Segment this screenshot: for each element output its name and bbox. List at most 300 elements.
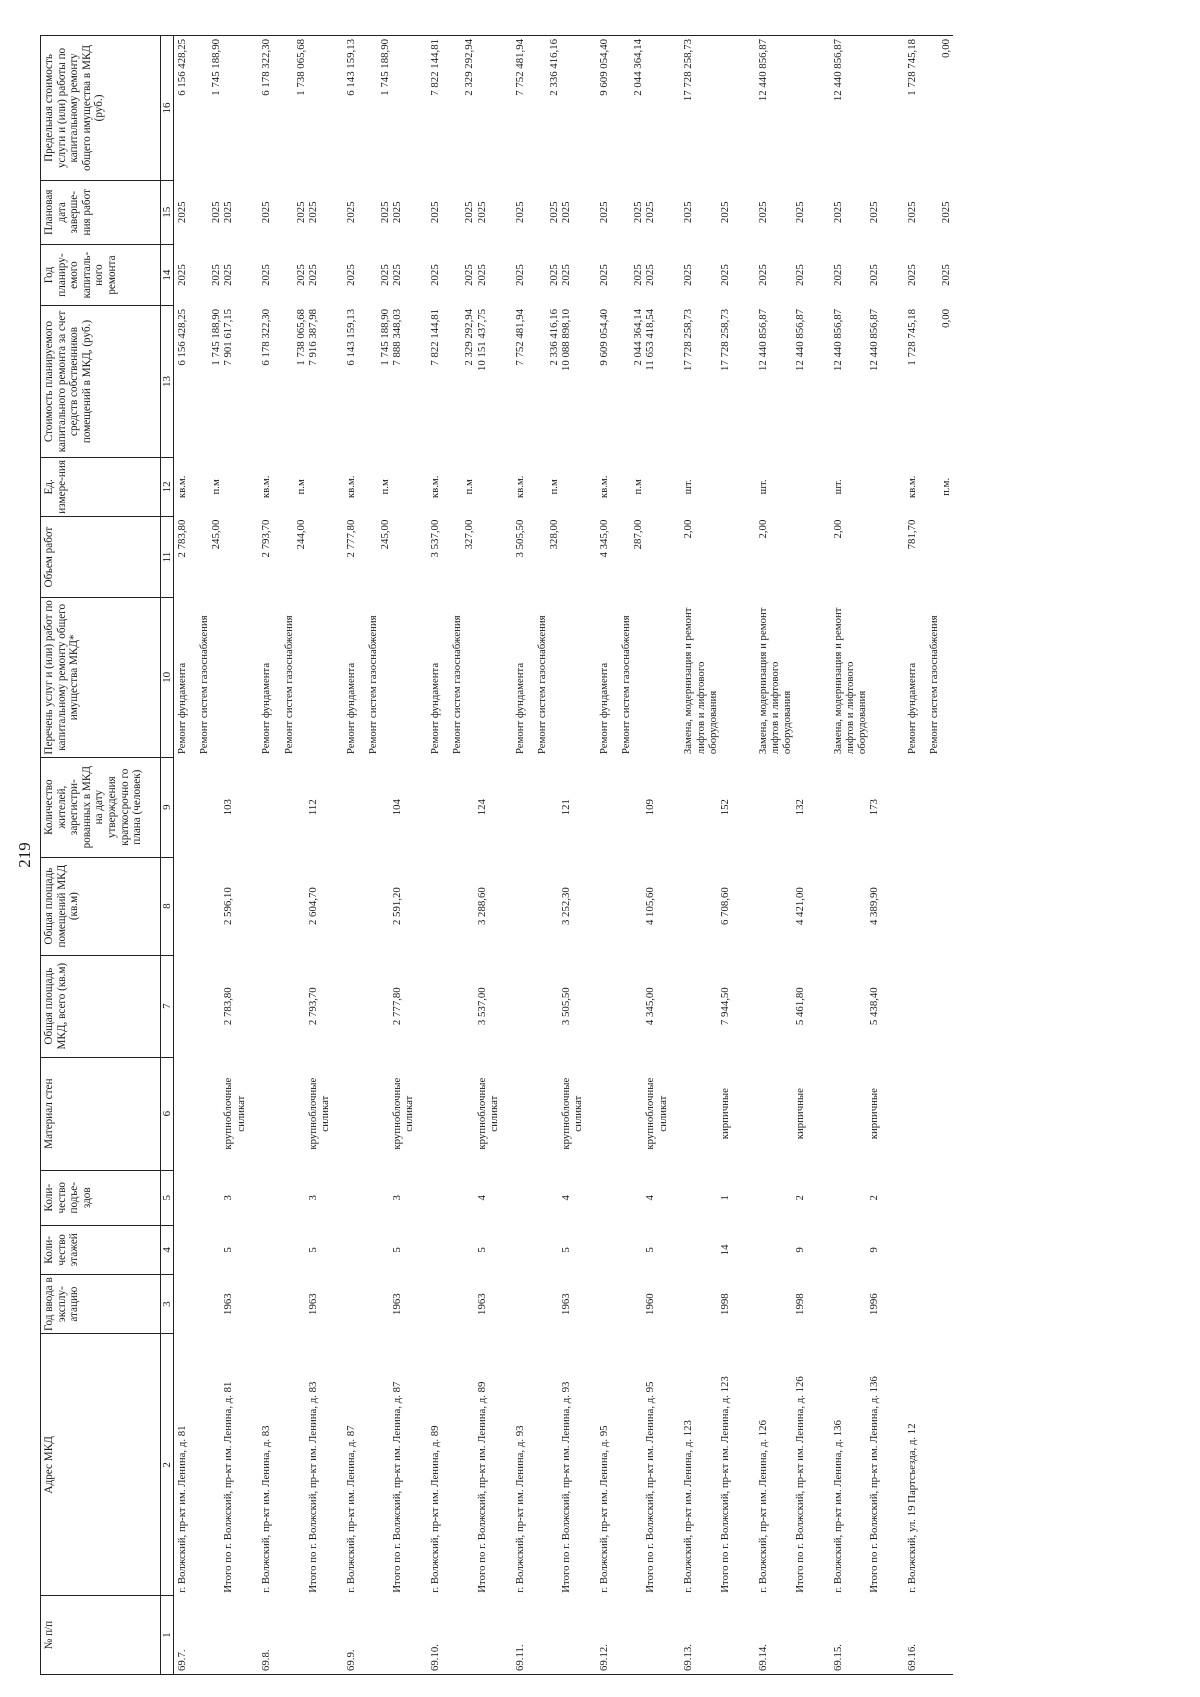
wall-material-cell: кирпичные	[793, 1088, 806, 1140]
completion-date-value: 2025	[940, 201, 953, 224]
cost-value: 9 609 054,40	[598, 308, 611, 366]
total-area-cell: 3 537,00	[475, 987, 488, 1026]
column-number: 4	[161, 1225, 174, 1274]
document-page	[15, 35, 1160, 1675]
cost-value: 12 440 856,87	[868, 308, 881, 372]
cost-value: 6 143 159,13	[344, 308, 357, 366]
page-number: 219	[15, 842, 34, 868]
premises-area-cell: 4 105,60	[644, 887, 657, 926]
residents-cell	[680, 757, 719, 857]
repair-year-cell	[719, 244, 755, 306]
premises-area-cell	[904, 857, 952, 955]
total-row	[868, 36, 904, 1675]
limit-cost-value: 12 440 856,87	[757, 39, 770, 102]
address-cell: Итого по г. Волжский, пр-кт им. Ленина, д. 83	[306, 1381, 319, 1593]
cost-cell	[830, 306, 869, 457]
repair-year-cell	[904, 244, 952, 306]
row-number-cell	[719, 1596, 755, 1675]
entrances-cell	[755, 1170, 794, 1225]
volume-value: 245,00	[379, 519, 392, 550]
unit-cell	[343, 457, 391, 517]
completion-date-value: 2025	[513, 201, 526, 224]
limit-cost-value: 2 329 292,94	[463, 39, 476, 96]
address-cell: г. Волжский, ул. 19 Партсъезда, д. 12	[906, 1423, 919, 1593]
address-cell: г. Волжский, пр-кт им. Ленина, д. 95	[598, 1425, 611, 1593]
unit-value: шт.	[682, 479, 695, 495]
total-area-cell	[258, 955, 306, 1057]
repair-year-value: 2025	[222, 264, 235, 286]
cost-cell	[680, 306, 719, 457]
completion-date-value: 2025	[598, 201, 611, 224]
limit-cost-value: 7 822 144,81	[429, 39, 442, 96]
premises-area-cell: 2 604,70	[306, 887, 319, 926]
limit-cost-cell	[476, 36, 512, 181]
volume-value: 2 793,70	[260, 519, 273, 558]
repair-year-value: 2025	[475, 264, 488, 286]
works-value: Замена, модернизация и ремонт лифтов и лифтового оборудования	[831, 607, 869, 755]
header-cell: Адрес МКД	[41, 1334, 161, 1596]
column-number: 10	[161, 598, 174, 758]
works-value: Ремонт фундамента	[344, 662, 357, 755]
works-value: Ремонт систем газоснабжения	[198, 615, 211, 755]
completion-date-value: 2025	[560, 201, 573, 224]
column-number: 11	[161, 517, 174, 598]
entrances-cell	[830, 1170, 869, 1225]
unit-value: п.м	[547, 479, 560, 495]
residents-cell	[512, 757, 560, 857]
works-value: Ремонт систем газоснабжения	[928, 615, 941, 755]
repair-year-value: 2025	[429, 264, 442, 286]
completion-date-cell	[427, 180, 475, 244]
year-built-cell	[755, 1274, 794, 1334]
table-row	[596, 36, 644, 1675]
works-value: Ремонт систем газоснабжения	[451, 615, 464, 755]
unit-value: кв.м.	[344, 475, 357, 499]
row-number-cell	[307, 1596, 343, 1675]
cost-cell	[174, 306, 223, 457]
wall-material-cell	[427, 1057, 475, 1170]
unit-cell	[512, 457, 560, 517]
residents-cell: 104	[391, 799, 404, 816]
works-value: Замена, модернизация и ремонт лифтов и лифтового оборудования	[682, 607, 719, 755]
repair-year-cell	[830, 244, 869, 306]
residents-cell: 121	[560, 799, 573, 816]
table-row	[512, 36, 560, 1675]
volume-cell	[427, 517, 475, 598]
year-built-cell	[596, 1274, 644, 1334]
total-area-cell	[512, 955, 560, 1057]
year-built-cell: 1998	[719, 1293, 732, 1315]
cost-cell	[794, 306, 830, 457]
works-cell	[830, 598, 869, 758]
cost-cell	[258, 306, 306, 457]
floors-cell	[830, 1225, 869, 1274]
header-cell: Предельная стоимость услуги и (или) работы по капитальному ремонту общего имущества в МКД (руб.)	[41, 36, 161, 181]
year-built-cell	[830, 1274, 869, 1334]
repair-year-cell	[476, 244, 512, 306]
entrances-cell: 4	[560, 1195, 573, 1201]
table-row	[680, 36, 719, 1675]
repair-year-value: 2025	[682, 264, 695, 286]
limit-cost-cell	[222, 36, 258, 181]
cost-cell	[719, 306, 755, 457]
cost-cell	[476, 306, 512, 457]
limit-cost-cell	[755, 36, 794, 181]
cost-cell	[560, 306, 596, 457]
completion-date-cell	[174, 180, 223, 244]
volume-cell	[391, 517, 427, 598]
completion-date-cell	[258, 180, 306, 244]
cost-value: 7 916 387,98	[306, 308, 319, 366]
wall-material-cell: крупноблочные силикат	[222, 1077, 247, 1150]
premises-area-cell: 3 288,60	[475, 887, 488, 926]
premises-area-cell	[512, 857, 560, 955]
row-number-cell: 69.16.	[904, 1596, 952, 1675]
volume-value: 3 505,50	[513, 519, 526, 558]
total-area-cell	[680, 955, 719, 1057]
address-cell: Итого по г. Волжский, пр-кт им. Ленина, д. 87	[391, 1381, 404, 1593]
repair-year-value: 2025	[831, 264, 844, 286]
residents-cell: 103	[222, 799, 235, 816]
works-cell	[719, 598, 755, 758]
completion-date-cell	[222, 180, 258, 244]
volume-cell	[596, 517, 644, 598]
repair-year-value: 2025	[644, 264, 657, 286]
premises-area-cell	[174, 857, 223, 955]
total-area-cell	[343, 955, 391, 1057]
address-cell: г. Волжский, пр-кт им. Ленина, д. 93	[513, 1425, 526, 1593]
limit-cost-cell	[719, 36, 755, 181]
unit-cell	[391, 457, 427, 517]
header-cell: Стоимость планируемого капитального ремонта за счет средств собственников помещений в МКД, (руб.)	[41, 306, 161, 457]
limit-cost-cell	[644, 36, 680, 181]
repair-year-value: 2025	[940, 264, 953, 286]
unit-value: п.м	[463, 479, 476, 495]
total-row	[644, 36, 680, 1675]
cost-value: 1 728 745,18	[906, 308, 919, 366]
total-area-cell: 2 783,80	[222, 987, 235, 1026]
unit-cell	[596, 457, 644, 517]
cost-value: 12 440 856,87	[793, 308, 806, 372]
year-built-cell: 1996	[868, 1293, 881, 1315]
completion-date-value: 2025	[210, 201, 223, 224]
residents-cell	[904, 757, 952, 857]
volume-value: 2,00	[682, 519, 695, 539]
repair-year-value: 2025	[379, 264, 392, 286]
cost-value: 0,00	[940, 308, 953, 328]
year-built-cell	[258, 1274, 306, 1334]
address-cell: Итого по г. Волжский, пр-кт им. Ленина, д. 81	[222, 1381, 235, 1593]
volume-cell	[476, 517, 512, 598]
total-area-cell: 7 944,50	[719, 987, 732, 1026]
works-value: Ремонт фундамента	[906, 662, 919, 755]
residents-cell: 109	[644, 799, 657, 816]
total-row	[222, 36, 258, 1675]
address-cell: Итого по г. Волжский, пр-кт им. Ленина, д. 123	[719, 1376, 732, 1593]
cost-cell	[391, 306, 427, 457]
completion-date-cell	[830, 180, 869, 244]
volume-value: 2 783,80	[176, 519, 188, 558]
volume-cell	[307, 517, 343, 598]
header-cell: № п/п	[41, 1596, 161, 1675]
limit-cost-value: 12 440 856,87	[831, 39, 844, 102]
column-number: 2	[161, 1334, 174, 1596]
limit-cost-cell	[794, 36, 830, 181]
unit-cell	[307, 457, 343, 517]
table-row	[904, 36, 952, 1675]
residents-cell: 173	[868, 799, 881, 816]
floors-cell: 5	[306, 1247, 319, 1253]
works-value: Ремонт систем газоснабжения	[535, 615, 548, 755]
completion-date-cell	[596, 180, 644, 244]
limit-cost-value: 6 178 322,30	[260, 39, 273, 96]
header-cell: Объем работ	[41, 517, 161, 598]
wall-material-cell	[830, 1057, 869, 1170]
cost-cell	[868, 306, 904, 457]
premises-area-cell	[343, 857, 391, 955]
repair-year-value: 2025	[294, 264, 307, 286]
wall-material-cell	[755, 1057, 794, 1170]
cost-value: 11 653 418,54	[644, 308, 657, 371]
header-cell: Материал стен	[41, 1057, 161, 1170]
repair-year-value: 2025	[210, 264, 223, 286]
repair-year-value: 2025	[463, 264, 476, 286]
works-value: Ремонт фундамента	[513, 662, 526, 755]
table-row	[258, 36, 306, 1675]
unit-cell	[222, 457, 258, 517]
floors-cell	[755, 1225, 794, 1274]
wall-material-cell	[258, 1057, 306, 1170]
row-number-cell	[476, 1596, 512, 1675]
column-number-row	[161, 36, 174, 1675]
premises-area-cell: 6 708,60	[719, 887, 732, 926]
works-value: Ремонт систем газоснабжения	[620, 615, 633, 755]
wall-material-cell: крупноблочные силикат	[644, 1077, 669, 1150]
total-row	[476, 36, 512, 1675]
wall-material-cell	[904, 1057, 952, 1170]
volume-value: 4 345,00	[598, 519, 611, 558]
table-row	[343, 36, 391, 1675]
residents-cell: 112	[306, 799, 319, 816]
floors-cell	[904, 1225, 952, 1274]
address-cell: г. Волжский, пр-кт им. Ленина, д. 123	[682, 1420, 695, 1593]
table-row	[427, 36, 475, 1675]
cost-cell	[512, 306, 560, 457]
cost-cell	[343, 306, 391, 457]
entrances-cell: 2	[793, 1195, 806, 1201]
completion-date-value: 2025	[222, 201, 235, 224]
completion-date-value: 2025	[906, 201, 919, 224]
floors-cell	[174, 1225, 223, 1274]
total-row	[719, 36, 755, 1675]
total-area-cell: 2 793,70	[306, 987, 319, 1026]
completion-date-cell	[476, 180, 512, 244]
repair-year-value: 2025	[598, 264, 611, 286]
row-number-cell	[644, 1596, 680, 1675]
entrances-cell: 4	[644, 1195, 657, 1201]
works-value: Ремонт фундамента	[429, 662, 442, 755]
residents-cell	[830, 757, 869, 857]
works-value: Ремонт систем газоснабжения	[282, 615, 295, 755]
completion-date-value: 2025	[391, 201, 404, 224]
repair-year-cell	[680, 244, 719, 306]
works-value: Ремонт фундамента	[598, 662, 611, 755]
limit-cost-cell	[904, 36, 952, 181]
wall-material-cell	[343, 1057, 391, 1170]
repair-year-cell	[427, 244, 475, 306]
volume-value: 244,00	[294, 519, 307, 550]
address-cell: г. Волжский, пр-кт им. Ленина, д. 83	[260, 1425, 273, 1593]
limit-cost-value: 1 745 188,90	[379, 39, 392, 96]
repair-year-cell	[343, 244, 391, 306]
premises-area-cell: 4 421,00	[793, 887, 806, 926]
unit-cell	[644, 457, 680, 517]
premises-area-cell: 2 591,20	[391, 887, 404, 926]
column-number: 3	[161, 1274, 174, 1334]
volume-cell	[174, 517, 223, 598]
residents-cell: 124	[475, 799, 488, 816]
limit-cost-cell	[680, 36, 719, 181]
premises-area-cell	[258, 857, 306, 955]
volume-value: 781,70	[906, 519, 919, 550]
unit-cell	[868, 457, 904, 517]
repair-year-value: 2025	[306, 264, 319, 286]
limit-cost-cell	[512, 36, 560, 181]
total-row	[560, 36, 596, 1675]
total-area-cell	[427, 955, 475, 1057]
repair-year-cell	[222, 244, 258, 306]
unit-cell	[755, 457, 794, 517]
address-cell: г. Волжский, пр-кт им. Ленина, д. 81	[176, 1425, 188, 1593]
volume-value: 2 777,80	[344, 519, 357, 558]
year-built-cell: 1963	[222, 1293, 235, 1315]
works-cell	[794, 598, 830, 758]
entrances-cell	[343, 1170, 391, 1225]
entrances-cell	[904, 1170, 952, 1225]
total-area-cell	[596, 955, 644, 1057]
volume-cell	[719, 517, 755, 598]
limit-cost-cell	[427, 36, 475, 181]
entrances-cell	[596, 1170, 644, 1225]
works-cell	[307, 598, 343, 758]
works-cell	[476, 598, 512, 758]
cost-value: 17 728 258,73	[682, 308, 695, 372]
floors-cell	[512, 1225, 560, 1274]
residents-cell: 132	[793, 799, 806, 816]
table-row	[174, 36, 223, 1675]
repair-year-cell	[794, 244, 830, 306]
residents-cell	[596, 757, 644, 857]
cost-value: 17 728 258,73	[719, 308, 732, 372]
floors-cell: 9	[868, 1247, 881, 1253]
completion-date-value: 2025	[757, 201, 770, 224]
repair-year-cell	[644, 244, 680, 306]
floors-cell: 5	[475, 1247, 488, 1253]
floors-cell: 5	[560, 1247, 573, 1253]
volume-cell	[258, 517, 306, 598]
address-cell: Итого по г. Волжский, пр-кт им. Ленина, д. 89	[475, 1381, 488, 1593]
completion-date-value: 2025	[644, 201, 657, 224]
row-number-cell: 69.11.	[512, 1596, 560, 1675]
row-number-cell: 69.12.	[596, 1596, 644, 1675]
year-built-cell: 1960	[644, 1293, 657, 1315]
entrances-cell: 3	[391, 1195, 404, 1201]
limit-cost-value: 17 728 258,73	[682, 39, 695, 102]
limit-cost-value: 6 156 428,25	[176, 39, 188, 96]
row-number-cell: 69.9.	[343, 1596, 391, 1675]
wall-material-cell: кирпичные	[868, 1088, 881, 1140]
floors-cell: 14	[719, 1244, 732, 1256]
limit-cost-cell	[258, 36, 306, 181]
volume-cell	[644, 517, 680, 598]
completion-date-value: 2025	[176, 201, 188, 224]
volume-value: 2,00	[757, 519, 770, 539]
column-number: 14	[161, 244, 174, 306]
total-area-cell: 5 438,40	[868, 987, 881, 1026]
cost-value: 1 745 188,90	[210, 308, 223, 366]
unit-cell	[794, 457, 830, 517]
column-number: 7	[161, 955, 174, 1057]
completion-date-value: 2025	[719, 201, 732, 224]
repair-year-value: 2025	[513, 264, 526, 286]
cost-cell	[904, 306, 952, 457]
cost-value: 2 336 416,16	[547, 308, 560, 366]
address-cell: Итого по г. Волжский, пр-кт им. Ленина, д. 136	[868, 1376, 881, 1593]
cost-value: 2 329 292,94	[463, 308, 476, 366]
volume-cell	[512, 517, 560, 598]
total-row	[391, 36, 427, 1675]
cost-value: 7 901 617,15	[222, 308, 235, 366]
total-area-cell: 4 345,00	[644, 987, 657, 1026]
works-value: Ремонт фундамента	[260, 662, 273, 755]
residents-cell	[755, 757, 794, 857]
column-number: 8	[161, 857, 174, 955]
completion-date-cell	[560, 180, 596, 244]
column-number: 15	[161, 180, 174, 244]
premises-area-cell	[755, 857, 794, 955]
address-cell: г. Волжский, пр-кт им. Ленина, д. 126	[757, 1420, 770, 1593]
cost-value: 12 440 856,87	[757, 308, 770, 372]
repair-year-value: 2025	[547, 264, 560, 286]
row-number-cell	[391, 1596, 427, 1675]
cost-value: 7 822 144,81	[429, 308, 442, 366]
repair-year-value: 2025	[793, 264, 806, 286]
column-number: 9	[161, 757, 174, 857]
limit-cost-cell	[868, 36, 904, 181]
entrances-cell	[512, 1170, 560, 1225]
repair-year-cell	[560, 244, 596, 306]
premises-area-cell	[830, 857, 869, 955]
completion-date-cell	[868, 180, 904, 244]
total-area-cell	[830, 955, 869, 1057]
works-value: Ремонт систем газоснабжения	[367, 615, 380, 755]
entrances-cell: 1	[719, 1195, 732, 1201]
completion-date-value: 2025	[547, 201, 560, 224]
unit-value: кв.м.	[429, 475, 442, 499]
cost-value: 1 738 065,68	[294, 308, 307, 366]
entrances-cell	[680, 1170, 719, 1225]
header-cell: Общая площадь помещений МКД (кв.м)	[41, 857, 161, 955]
limit-cost-cell	[596, 36, 644, 181]
address-cell: г. Волжский, пр-кт им. Ленина, д. 136	[831, 1420, 844, 1593]
unit-cell	[174, 457, 223, 517]
wall-material-cell: крупноблочные силикат	[560, 1077, 585, 1150]
premises-area-cell	[596, 857, 644, 955]
address-cell: Итого по г. Волжский, пр-кт им. Ленина, д. 93	[560, 1381, 573, 1593]
completion-date-value: 2025	[344, 201, 357, 224]
header-cell: Перечень услуг и (или) работ по капитальному ремонту общего имущества МКД*	[41, 598, 161, 758]
completion-date-value: 2025	[429, 201, 442, 224]
